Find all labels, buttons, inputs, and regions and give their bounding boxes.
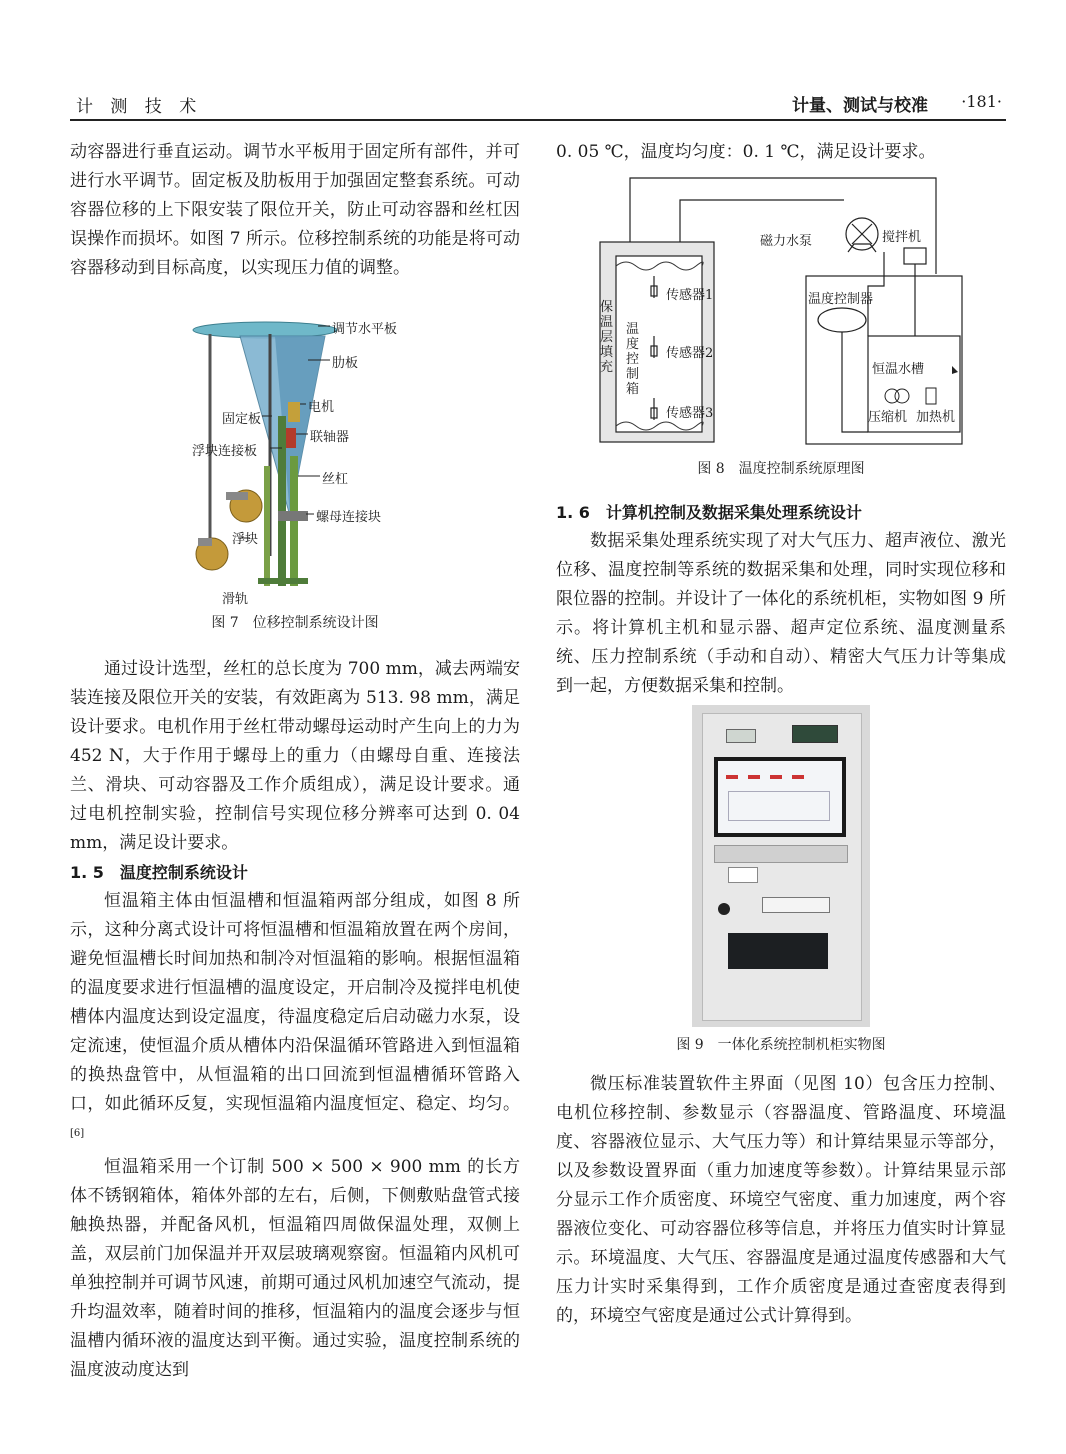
heater-label: 加热机 [916,410,956,425]
figure-7 [190,316,410,606]
insulation-label: 保温层填充 [600,300,614,375]
compressor-label: 压缩机 [868,410,908,425]
fig9-caption: 图 9 一体化系统控制机柜实物图 [676,1037,886,1053]
fig7-label: 联轴器 [310,430,350,445]
journal-name: 计 测 技 术 [76,97,203,117]
page-number: ·181· [961,92,1002,111]
daq-unit [728,933,828,969]
paragraph: 0. 05 ℃，温度均匀度：0. 1 ℃，满足设计要求。 [556,142,936,162]
fig7-label: 调节水平板 [332,322,398,337]
running-header [70,88,1006,118]
fig7-label: 浮块连接板 [192,444,258,459]
fig8-diagram [596,176,966,452]
left-col-top [70,138,520,283]
paragraph-text: 恒温箱主体由恒温槽和恒温箱两部分组成，如图 8 所示，这种分离式设计可将恒温槽和恒温箱放置在两个房间，避免恒温槽长时间加热和制冷对恒温箱的影响。根据恒温箱的温度要求进行恒温槽的温度设定，开启制冷及搅拌电机使槽体内温度达到设定温度，待温度稳定后启动磁力水泵，设定流速，使恒温介质从槽体内沿保温循环管路进入到恒温箱的换热盘管中，从恒温箱的出口回流到恒温槽循环管路入口，如此循环反复，实现恒温箱内温度恒定、稳定、均匀。 [70,891,520,1114]
paragraph: 通过设计选型，丝杠的总长度为 700 mm，减去两端安装连接及限位开关的安装，有效距离为 513. 98 mm，满足设计要求。电机作用于丝杠带动螺母运动时产生向上的力为 452 N，大于作用于螺母上的重力（由螺母自重、连接法兰、滑块、可动容器及工作介质组成），满足设计要求。通过电机控制实验，控制信号实现位移分辨率可达到 0. 04 mm，满足设计要求。 [70,659,520,853]
section-heading-1-5: 1. 5 温度控制系统设计 [70,863,248,882]
panel-meter [726,729,756,743]
paragraph: 动容器进行垂直运动。调节水平板用于固定所有部件，并可进行水平调节。固定板及肋板用于加强固定整套系统。可动容器位移的上下限安装了限位开关，防止可动容器和丝杠因误操作而损坏。如图 7 所示。位移控制系统的功能是将可动容器移动到目标高度，以实现压力值的调整。 [70,142,520,278]
fig7-label: 浮块 [232,532,259,547]
section-name: 计量、测试与校准 [792,96,928,116]
left-col-bottom [70,655,520,1385]
bath-label: 恒温水槽 [872,362,925,377]
sensor-label: 传感器2 [666,346,714,361]
right-col-bottom [556,1070,1006,1331]
sensor-label: 传感器3 [666,406,714,421]
fig7-label: 固定板 [222,412,262,427]
controller-label: 温度控制器 [808,292,874,307]
paragraph: 数据采集处理系统实现了对大气压力、超声液位、激光位移、温度控制等系统的数据采集和处理，同时实现位移和限位器的控制。并设计了一体化的系统机柜，实物如图 9 所示。将计算机主机和显示器、超声定位系统、温度测量系统、压力控制系统（手动和自动）、精密大气压力计等集成到一起，方便数据采集和控制。 [556,531,1006,696]
paragraph: 恒温箱采用一个订制 500 × 500 × 900 mm 的长方体不锈钢箱体，箱体外部的左右，后侧，下侧敷贴盘管式接触换热器，并配备风机，恒温箱四周做保温处理，双侧上盖，双层前门加保温并开双层玻璃观察窗。恒温箱内风机可单独控制并可调节风速，前期可通过风机加速空气流动，提升均温效率，随着时间的推移，恒温箱内的温度会逐步与恒温槽内循环液的温度达到平衡。通过实验，温度控制系统的温度波动度达到 [70,1156,520,1380]
citation[interactable]: [6] [70,1128,85,1139]
stirrer-label: 搅拌机 [882,230,922,245]
fig7-label: 丝杠 [322,472,349,487]
right-col-top [556,138,1006,167]
header-rule [70,119,1006,121]
paragraph [70,887,520,1153]
lcd-panel [728,867,758,883]
fig7-caption: 图 7 位移控制系统设计图 [211,615,379,631]
sensor-label: 传感器1 [666,288,714,303]
instrument-panel [762,897,830,913]
fig7-label: 肋板 [332,356,359,371]
keyboard-tray [714,845,848,863]
monitor-screen [718,761,842,833]
fig7-label: 电机 [308,400,335,415]
section-heading-1-6: 1. 6 计算机控制及数据采集处理系统设计 [556,503,862,522]
pump-label: 磁力水泵 [760,234,813,249]
figure-8 [596,176,966,452]
power-knob [718,903,730,915]
fig7-drawing [190,316,410,606]
figure-9-photo [692,705,870,1027]
fig7-label: 螺母连接块 [316,510,382,525]
right-col-mid [556,498,1006,701]
fig8-caption: 图 8 温度控制系统原理图 [697,461,865,477]
paragraph: 微压标准装置软件主界面（见图 10）包含压力控制、电机位移控制、参数显示（容器温度、管路温度、环境温度、容器液位显示、大气压力等）和计算结果显示等部分，以及参数设置界面（重力加速度等参数）。计算结果显示部分显示工作介质密度、环境空气密度、重力加速度，两个容器液位变化、可动容器位移等信息，并将压力值实时计算显示。环境温度、大气压、容器温度是通过温度传感器和大气压力计实时采集得到，工作介质密度是通过查密度表得到的，环境空气密度是通过公式计算得到。 [556,1074,1006,1326]
panel-display [792,725,838,743]
box-label: 温度控制箱 [626,322,640,397]
monitor [714,757,846,837]
fig7-label: 滑轨 [222,592,249,607]
